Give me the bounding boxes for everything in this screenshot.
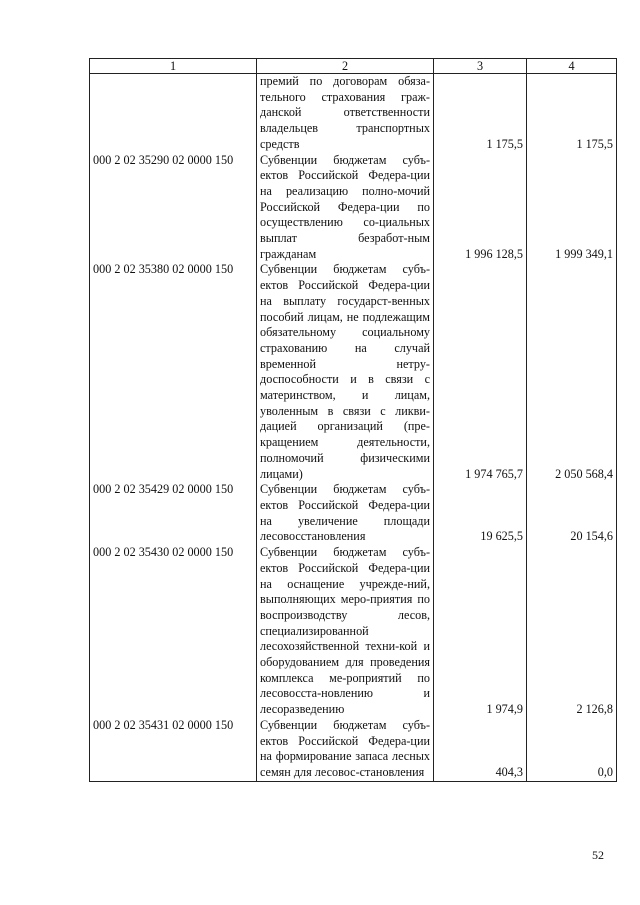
amount-col-3: 1 175,5 xyxy=(434,74,527,153)
table-row xyxy=(90,153,617,263)
amount-col-4: 1 999 349,1 xyxy=(527,153,617,263)
income-name: Субвенции бюджетам субъ-ектов Российской Федера-ции на формирование запаса лесных семян для лесовос-становления xyxy=(257,718,434,781)
table-row xyxy=(90,545,617,718)
amount-col-3: 404,3 xyxy=(434,718,527,781)
page-number: 52 xyxy=(592,848,604,862)
income-name: Субвенции бюджетам субъ-ектов Российской Федера-ции на оснащение учрежде-ний, выполняющих меро-приятия по воспроизводству лесов, специализированной лесохозяйственной техни-кой и оборудованием для проведения комплекса ме-роприятий по лесовосста-новлению и лесоразведению xyxy=(257,545,434,718)
amount-col-4: 1 175,5 xyxy=(527,74,617,153)
header-col-2: 2 xyxy=(257,59,434,74)
income-name: Субвенции бюджетам субъ-ектов Российской Федера-ции на выплату государст-венных пособий лицам, не подлежащим обязательному социальному страхованию на случай временной нетру-доспособности и в связи с материнством, и лицам, уволенным в связи с ликви-дацией организаций (пре-кращением деятельности, полномочий физическими лицами) xyxy=(257,262,434,482)
table-row xyxy=(90,74,617,153)
income-name: премий по договорам обяза-тельного страхования граж-данской ответственности владельцев транспортных средств xyxy=(257,74,434,153)
amount-col-4: 20 154,6 xyxy=(527,482,617,545)
budget-code: 000 2 02 35380 02 0000 150 xyxy=(90,262,257,482)
header-col-3: 3 xyxy=(434,59,527,74)
budget-code: 000 2 02 35431 02 0000 150 xyxy=(90,718,257,781)
amount-col-3: 1 974,9 xyxy=(434,545,527,718)
budget-code: 000 2 02 35290 02 0000 150 xyxy=(90,153,257,263)
amount-col-4: 2 050 568,4 xyxy=(527,262,617,482)
header-col-4: 4 xyxy=(527,59,617,74)
table-row xyxy=(90,482,617,545)
budget-code: 000 2 02 35430 02 0000 150 xyxy=(90,545,257,718)
budget-code xyxy=(90,74,257,153)
income-name: Субвенции бюджетам субъ-ектов Российской Федера-ции на реализацию полно-мочий Российской Федера-ции по осуществлению со-циальных выплат безработ-ным гражданам xyxy=(257,153,434,263)
amount-col-4: 2 126,8 xyxy=(527,545,617,718)
budget-code: 000 2 02 35429 02 0000 150 xyxy=(90,482,257,545)
table-header-row xyxy=(90,59,617,74)
header-col-1: 1 xyxy=(90,59,257,74)
income-name: Субвенции бюджетам субъ-ектов Российской Федера-ции на увеличение площади лесовосстановления xyxy=(257,482,434,545)
amount-col-3: 1 974 765,7 xyxy=(434,262,527,482)
amount-col-3: 1 996 128,5 xyxy=(434,153,527,263)
table-row xyxy=(90,718,617,781)
amount-col-3: 19 625,5 xyxy=(434,482,527,545)
table-row xyxy=(90,262,617,482)
budget-table xyxy=(89,58,617,782)
amount-col-4: 0,0 xyxy=(527,718,617,781)
